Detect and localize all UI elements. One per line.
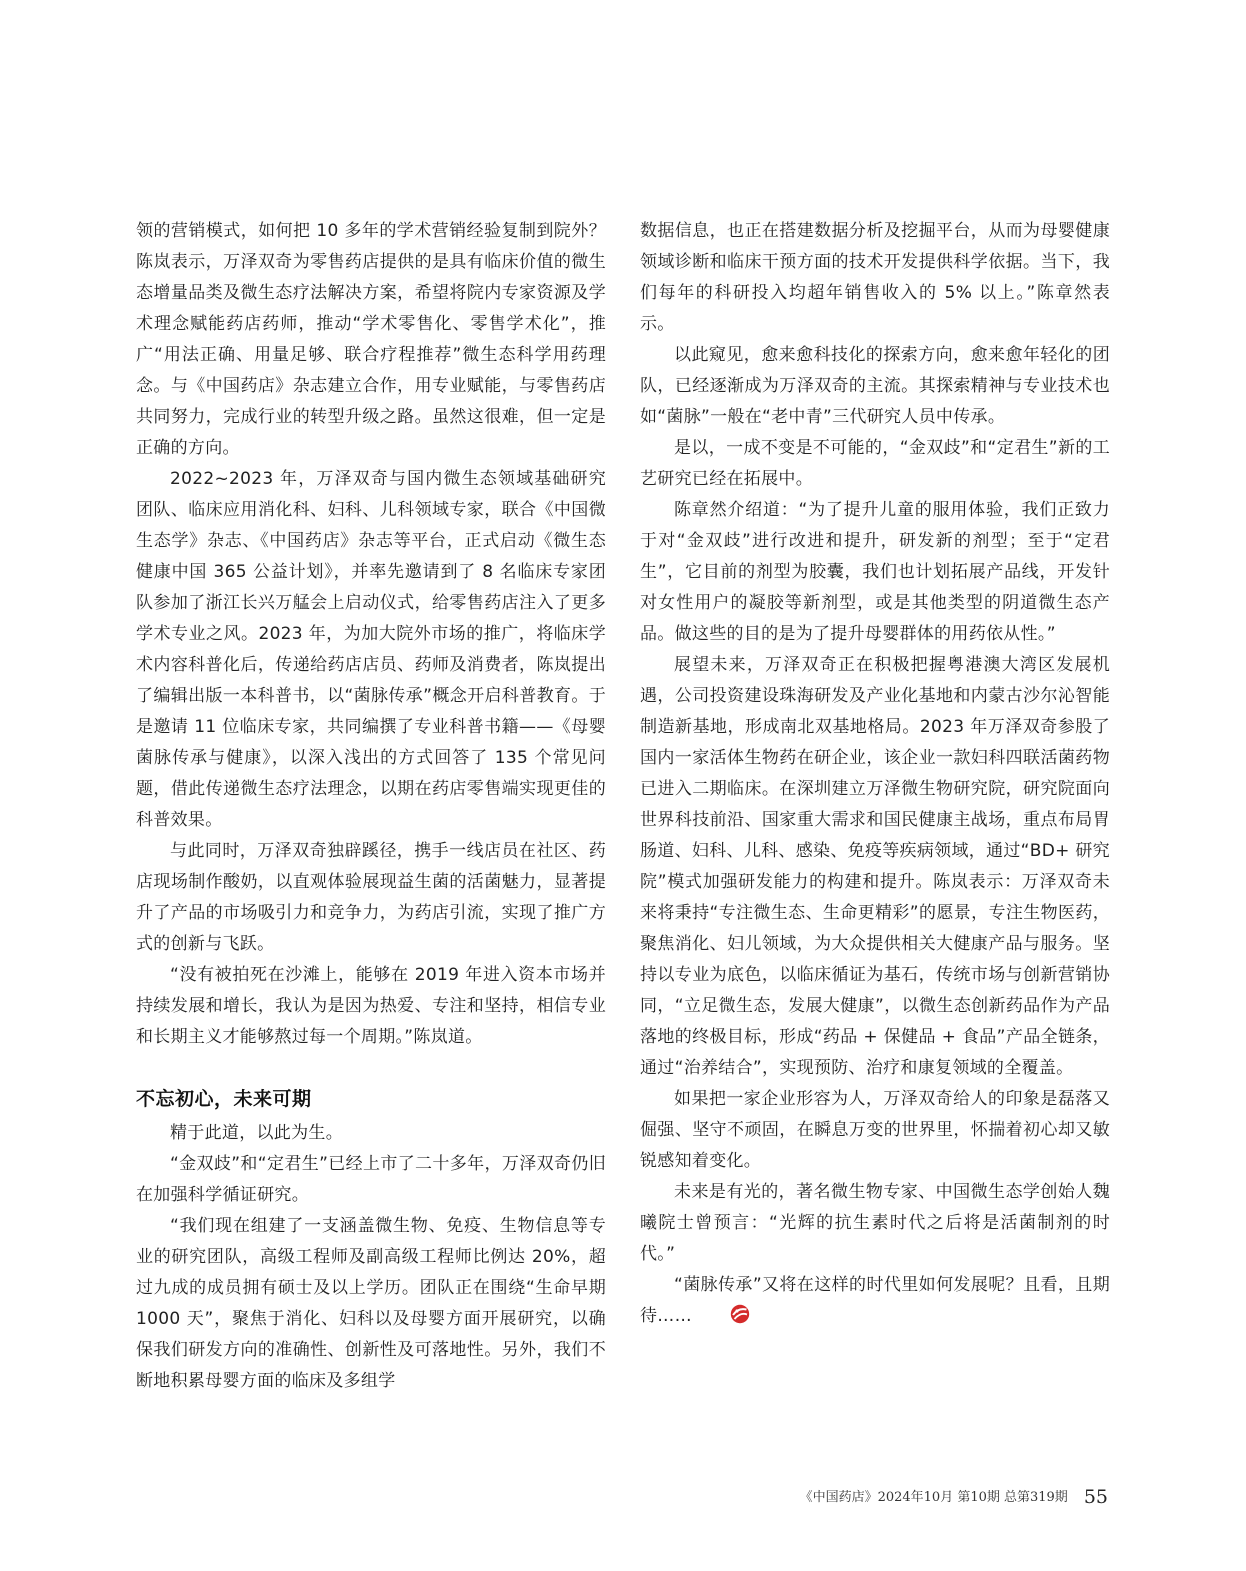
- final-paragraph-text: “菌脉传承”又将在这样的时代里如何发展呢？且看，且期待……: [640, 1275, 1110, 1326]
- body-paragraph: “没有被拍死在沙滩上，能够在 2019 年进入资本市场并持续发展和增长，我认为是因为热爱、专注和坚持，相信专业和长期主义才能够熬过每一个周期。”陈岚道。: [136, 965, 606, 1047]
- body-paragraph: 陈章然介绍道：“为了提升儿童的服用体验，我们正致力于对“金双歧”进行改进和提升，研发新的剂型；至于“定君生”，它目前的剂型为胶囊，我们也计划拓展产品线，开发针对女性用户的凝胶等新剂型，或是其他类型的阴道微生态产品。做这些的目的是为了提升母婴群体的用药依从性。”: [640, 500, 1110, 644]
- section-heading: 不忘初心，未来可期: [136, 1088, 312, 1110]
- left-column: [136, 216, 606, 1397]
- body-paragraph: “我们现在组建了一支涵盖微生物、免疫、生物信息等专业的研究团队，高级工程师及副高级工程师比例达 20%，超过九成的成员拥有硕士及以上学历。团队正在围绕“生命早期 1000 天”，聚焦于消化、妇科以及母婴方面开展研究，以确保我们研发方向的准确性、创新性及可落地性。另外，我们不断地积累母婴方面的临床及多组学: [136, 1216, 606, 1391]
- body-paragraph: 如果把一家企业形容为人，万泽双奇给人的印象是磊落又倔强、坚守不顽固，在瞬息万变的世界里，怀揣着初心却又敏锐感知着变化。: [640, 1089, 1110, 1171]
- continued-paragraph: 数据信息，也正在搭建数据分析及挖掘平台，从而为母婴健康领域诊断和临床干预方面的技术开发提供科学依据。当下，我们每年的科研投入均超年销售收入的 5% 以上。”陈章然表示。: [640, 221, 1110, 334]
- body-paragraph: 未来是有光的，著名微生物专家、中国微生态学创始人魏曦院士曾预言：“光辉的抗生素时代之后将是活菌制剂的时代。”: [640, 1182, 1110, 1264]
- body-paragraph: 以此窥见，愈来愈科技化的探索方向，愈来愈年轻化的团队，已经逐渐成为万泽双奇的主流。其探索精神与专业技术也如“菌脉”一般在“老中青”三代研究人员中传承。: [640, 345, 1110, 427]
- right-column: [640, 216, 1110, 1332]
- continued-paragraph: 领的营销模式，如何把 10 多年的学术营销经验复制到院外？陈岚表示，万泽双奇为零售药店提供的是具有临床价值的微生态增量品类及微生态疗法解决方案，希望将院内专家资源及学术理念赋能药店药师，推动“学术零售化、零售学术化”，推广“用法正确、用量足够、联合疗程推荐”微生态科学用药理念。与《中国药店》杂志建立合作，用专业赋能，与零售药店共同努力，完成行业的转型升级之路。虽然这很难，但一定是正确的方向。: [136, 221, 606, 458]
- body-paragraph: 2022~2023 年，万泽双奇与国内微生态领域基础研究团队、临床应用消化科、妇科、儿科领域专家，联合《中国微生态学》杂志、《中国药店》杂志等平台，正式启动《微生态健康中国 365 公益计划》，并率先邀请到了 8 名临床专家团队参加了浙江长兴万艋会上启动仪式，给零售药店注入了更多学术专业之风。2023 年，为加大院外市场的推广，将临床学术内容科普化后，传递给药店店员、药师及消费者，陈岚提出了编辑出版一本科普书，以“菌脉传承”概念开启科普教育。于是邀请 11 位临床专家，共同编撰了专业科普书籍——《母婴菌脉传承与健康》，以深入浅出的方式回答了 135 个常见问题，借此传递微生态疗法理念，以期在药店零售端实现更佳的科普效果。: [136, 469, 606, 830]
- page-number: 55: [1083, 1486, 1108, 1508]
- page-footer: [0, 1486, 1108, 1508]
- body-paragraph: 与此同时，万泽双奇独辟蹊径，携手一线店员在社区、药店现场制作酸奶，以直观体验展现益生菌的活菌魅力，显著提升了产品的市场吸引力和竞争力，为药店引流，实现了推广方式的创新与飞跃。: [136, 841, 606, 954]
- magazine-logo-icon: [696, 1304, 716, 1324]
- body-paragraph: 展望未来，万泽双奇正在积极把握粤港澳大湾区发展机遇，公司投资建设珠海研发及产业化基地和内蒙古沙尔沁智能制造新基地，形成南北双基地格局。2023 年万泽双奇参股了国内一家活体生物药在研企业，该企业一款妇科四联活菌药物已进入二期临床。在深圳建立万泽微生物研究院，研究院面向世界科技前沿、国家重大需求和国民健康主战场，重点布局胃肠道、妇科、儿科、感染、免疫等疾病领域，通过“BD+ 研究院”模式加强研发能力的构建和提升。陈岚表示：万泽双奇未来将秉持“专注微生态、生命更精彩”的愿景，专注生物医药，聚焦消化、妇儿领域，为大众提供相关大健康产品与服务。坚持以专业为底色，以临床循证为基石，传统市场与创新营销协同，“立足微生态，发展大健康”，以微生态创新药品作为产品落地的终极目标，形成“药品 + 保健品 + 食品”产品全链条，通过“治养结合”，实现预防、治疗和康复领域的全覆盖。: [640, 655, 1110, 1078]
- final-paragraph: [640, 1270, 1110, 1332]
- body-paragraph: “金双歧”和“定君生”已经上市了二十多年，万泽双奇仍旧在加强科学循证研究。: [136, 1154, 606, 1205]
- publication-info: 《中国药店》2024年10月 第10期 总第319期: [799, 1490, 1068, 1505]
- body-paragraph: 是以，一成不变是不可能的，“金双歧”和“定君生”新的工艺研究已经在拓展中。: [640, 438, 1110, 489]
- body-paragraph: 精于此道，以此为生。: [170, 1123, 343, 1143]
